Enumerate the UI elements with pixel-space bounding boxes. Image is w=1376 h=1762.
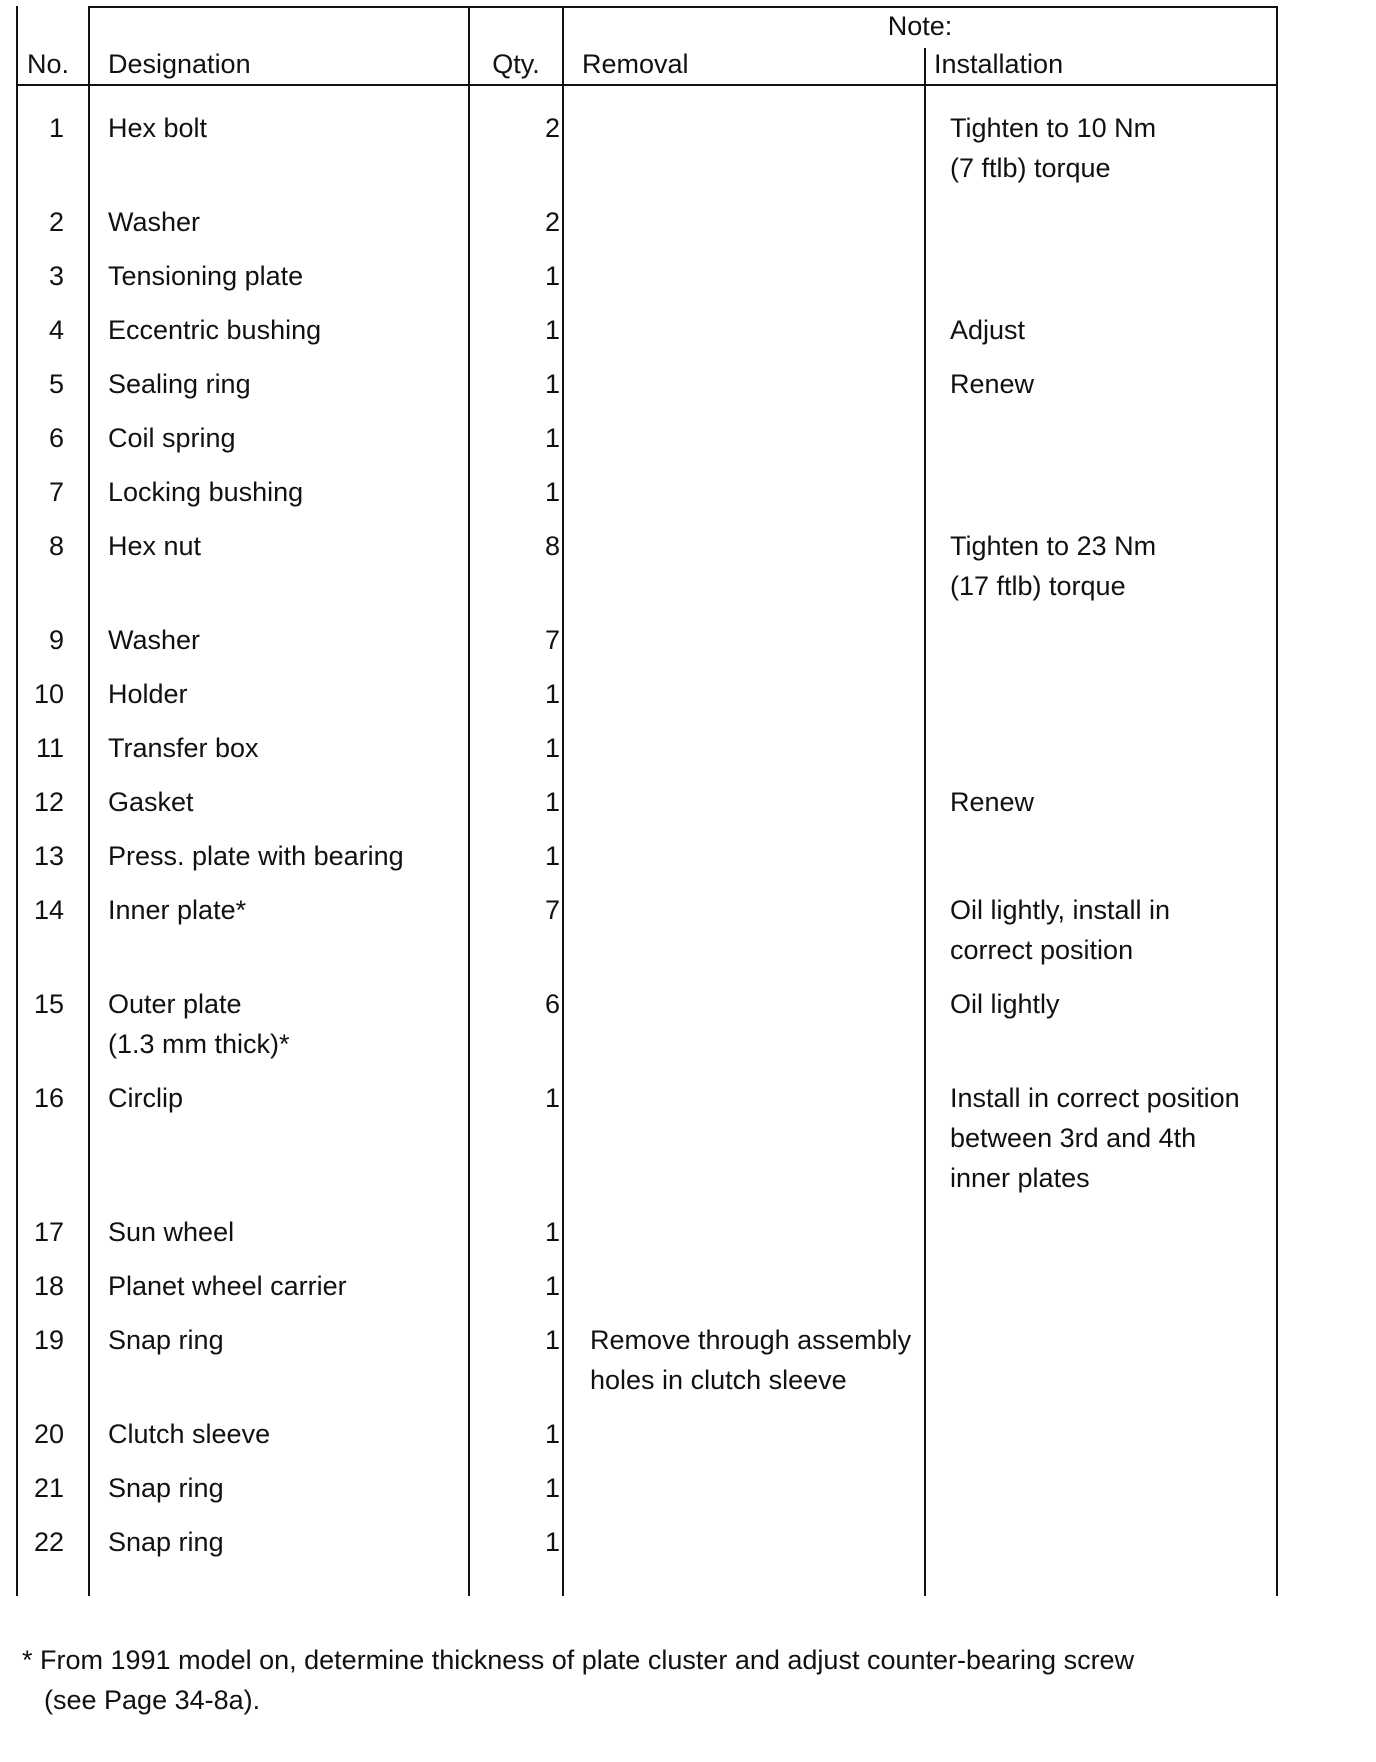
row-installation-note: (17 ftlb) torque bbox=[950, 571, 1126, 601]
row-designation: Sun wheel bbox=[108, 1217, 235, 1247]
row-installation-note: Oil lightly bbox=[950, 989, 1060, 1019]
row-qty: 1 bbox=[544, 369, 560, 399]
row-qty: 1 bbox=[544, 1419, 560, 1449]
row-installation-note: (7 ftlb) torque bbox=[950, 153, 1111, 183]
parts-table bbox=[16, 6, 1278, 1596]
row-number: 10 bbox=[33, 679, 64, 709]
row-installation-note: Tighten to 23 Nm bbox=[950, 531, 1157, 561]
row-number: 19 bbox=[33, 1325, 64, 1355]
row-installation-note: Adjust bbox=[950, 315, 1026, 345]
row-removal-note: Remove through assembly bbox=[590, 1325, 912, 1355]
row-qty: 2 bbox=[544, 113, 560, 143]
row-designation: (1.3 mm thick)* bbox=[108, 1029, 290, 1059]
row-number: 13 bbox=[33, 841, 64, 871]
row-designation: Hex bolt bbox=[108, 113, 208, 143]
row-qty: 1 bbox=[544, 841, 560, 871]
row-installation-note: Tighten to 10 Nm bbox=[950, 113, 1157, 143]
row-qty: 2 bbox=[544, 207, 560, 237]
row-qty: 1 bbox=[544, 477, 560, 507]
row-number: 16 bbox=[33, 1083, 64, 1113]
row-installation-note: Renew bbox=[950, 787, 1035, 817]
row-designation: Coil spring bbox=[108, 423, 236, 453]
footnote-line-1: * From 1991 model on, determine thickness of plate cluster and adjust counter-bearing screw bbox=[22, 1645, 1135, 1675]
row-number: 5 bbox=[48, 369, 64, 399]
row-designation: Outer plate bbox=[108, 989, 242, 1019]
row-designation: Press. plate with bearing bbox=[108, 841, 404, 871]
row-removal-note: holes in clutch sleeve bbox=[590, 1365, 847, 1395]
row-qty: 1 bbox=[544, 1325, 560, 1355]
row-number: 3 bbox=[48, 261, 64, 291]
row-number: 2 bbox=[48, 207, 64, 237]
row-number: 4 bbox=[48, 315, 64, 345]
row-installation-note: Oil lightly, install in bbox=[950, 895, 1171, 925]
footnote bbox=[22, 1640, 1322, 1720]
row-installation-note: inner plates bbox=[950, 1163, 1090, 1193]
row-qty: 1 bbox=[544, 1271, 560, 1301]
row-qty: 7 bbox=[544, 895, 560, 925]
row-designation: Washer bbox=[108, 625, 201, 655]
row-qty: 1 bbox=[544, 1473, 560, 1503]
row-installation-note: correct position bbox=[950, 935, 1134, 965]
row-number: 8 bbox=[48, 531, 64, 561]
row-number: 21 bbox=[33, 1473, 64, 1503]
row-designation: Inner plate* bbox=[108, 895, 247, 925]
footnote-line-2: (see Page 34-8a). bbox=[44, 1685, 261, 1715]
row-qty: 1 bbox=[544, 1083, 560, 1113]
row-installation-note: between 3rd and 4th bbox=[950, 1123, 1197, 1153]
header-installation: Installation bbox=[934, 49, 1064, 79]
header-divider bbox=[16, 84, 1278, 86]
row-designation: Snap ring bbox=[108, 1527, 224, 1557]
row-qty: 6 bbox=[544, 989, 560, 1019]
row-number: 20 bbox=[33, 1419, 64, 1449]
row-qty: 1 bbox=[544, 261, 560, 291]
row-designation: Gasket bbox=[108, 787, 194, 817]
row-number: 18 bbox=[33, 1271, 64, 1301]
header-removal: Removal bbox=[582, 49, 689, 79]
header-no: No. bbox=[26, 49, 70, 79]
row-number: 6 bbox=[48, 423, 64, 453]
column-divider-removal bbox=[924, 48, 926, 1596]
row-number: 11 bbox=[35, 733, 64, 763]
column-divider-qty bbox=[562, 6, 564, 1596]
row-designation: Planet wheel carrier bbox=[108, 1271, 347, 1301]
table-border-right bbox=[1276, 6, 1278, 1596]
row-qty: 7 bbox=[544, 625, 560, 655]
row-qty: 8 bbox=[544, 531, 560, 561]
row-qty: 1 bbox=[544, 1527, 560, 1557]
row-qty: 1 bbox=[544, 1217, 560, 1247]
note-header: Note: bbox=[887, 11, 953, 41]
row-number: 22 bbox=[33, 1527, 64, 1557]
row-number: 9 bbox=[48, 625, 64, 655]
row-designation: Snap ring bbox=[108, 1325, 224, 1355]
row-qty: 1 bbox=[544, 733, 560, 763]
row-designation: Tensioning plate bbox=[108, 261, 304, 291]
row-number: 14 bbox=[33, 895, 64, 925]
row-qty: 1 bbox=[544, 423, 560, 453]
row-qty: 1 bbox=[544, 787, 560, 817]
row-designation: Circlip bbox=[108, 1083, 184, 1113]
row-qty: 1 bbox=[544, 315, 560, 345]
row-number: 7 bbox=[48, 477, 64, 507]
column-divider-no bbox=[88, 6, 90, 1596]
row-designation: Locking bushing bbox=[108, 477, 304, 507]
row-designation: Transfer box bbox=[108, 733, 259, 763]
row-designation: Snap ring bbox=[108, 1473, 224, 1503]
row-designation: Clutch sleeve bbox=[108, 1419, 271, 1449]
row-number: 15 bbox=[33, 989, 64, 1019]
header-designation: Designation bbox=[108, 49, 251, 79]
row-installation-note: Renew bbox=[950, 369, 1035, 399]
row-number: 12 bbox=[33, 787, 64, 817]
row-number: 17 bbox=[33, 1217, 64, 1247]
row-designation: Washer bbox=[108, 207, 201, 237]
row-designation: Holder bbox=[108, 679, 188, 709]
header-qty: Qty. bbox=[492, 49, 540, 79]
row-number: 1 bbox=[48, 113, 64, 143]
row-designation: Hex nut bbox=[108, 531, 202, 561]
row-designation: Eccentric bushing bbox=[108, 315, 322, 345]
row-designation: Sealing ring bbox=[108, 369, 251, 399]
row-qty: 1 bbox=[544, 679, 560, 709]
row-installation-note: Install in correct position bbox=[950, 1083, 1240, 1113]
